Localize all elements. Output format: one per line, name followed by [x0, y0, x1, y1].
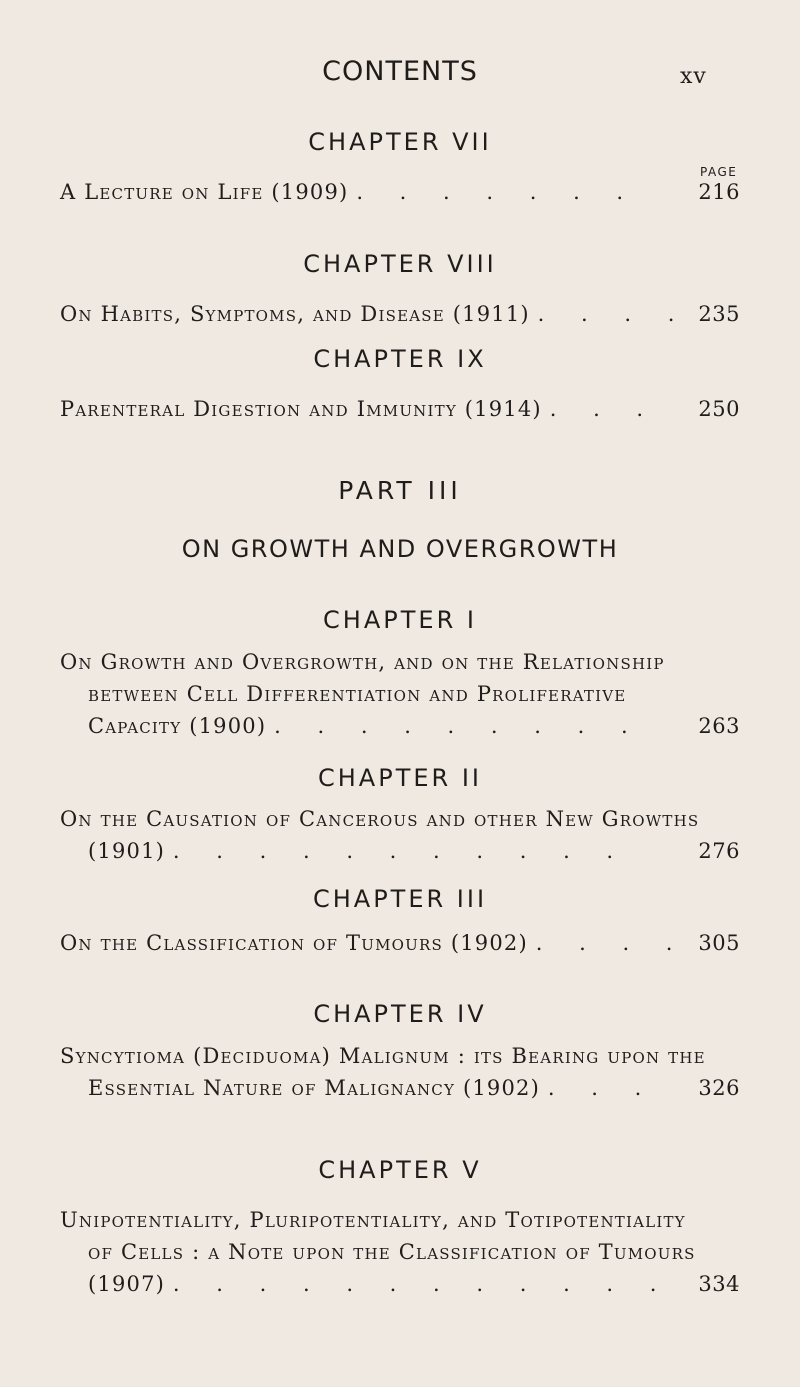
chapter-heading-v: CHAPTER V	[318, 1156, 482, 1184]
part-subtitle: ON GROWTH AND OVERGROWTH	[181, 535, 619, 563]
toc-entry-chapter-iii[interactable]	[60, 927, 740, 959]
entry-line: On the Causation of Cancerous and other New Growths	[60, 807, 700, 831]
toc-entry-chapter-iv[interactable]	[60, 1040, 740, 1104]
leader-dots: . . .	[547, 1076, 657, 1100]
toc-entry-chapter-i[interactable]	[60, 646, 740, 742]
entry-line: (1907)	[88, 1272, 166, 1296]
entry-line: between Cell Differentiation and Proliferative	[88, 682, 627, 706]
entry-line: Essential Nature of Malignancy (1902)	[88, 1076, 540, 1100]
entry-line: On Growth and Overgrowth, and on the Relationship	[60, 650, 665, 674]
toc-entry-chapter-viii[interactable]	[60, 298, 740, 330]
page-number: 276	[698, 839, 740, 863]
leader-dots: . . . .	[537, 302, 690, 326]
page-number: 216	[698, 180, 740, 204]
running-head-title: CONTENTS	[322, 56, 478, 87]
chapter-heading-ix: CHAPTER IX	[313, 345, 487, 373]
entry-line: of Cells : a Note upon the Classification of Tumours	[88, 1240, 696, 1264]
toc-entry-chapter-v[interactable]	[60, 1204, 740, 1300]
page-number: 263	[698, 714, 740, 738]
chapter-heading-ii: CHAPTER II	[318, 764, 482, 792]
toc-entry-chapter-ii[interactable]	[60, 803, 740, 867]
leader-dots: . . . . . . . . . . .	[172, 839, 629, 863]
page-number: 235	[698, 302, 740, 326]
leader-dots: . . . .	[535, 931, 688, 955]
page-number: 334	[698, 1272, 740, 1296]
leader-dots: . . . . . . . . .	[274, 714, 643, 738]
entry-title: On Habits, Symptoms, and Disease (1911)	[60, 302, 530, 326]
entry-title: Parenteral Digestion and Immunity (1914)	[60, 397, 542, 421]
leader-dots: . . .	[549, 397, 659, 421]
page-number: 250	[698, 397, 740, 421]
page-number: 305	[698, 931, 740, 955]
entry-line: Capacity (1900)	[88, 714, 267, 738]
entry-line: Syncytioma (Deciduoma) Malignum : its Bearing upon the	[60, 1044, 706, 1068]
entry-title: A Lecture on Life (1909)	[60, 180, 349, 204]
entry-line: Unipotentiality, Pluripotentiality, and Totipotentiality	[60, 1208, 686, 1232]
leader-dots: . . . . . . . . . . . .	[172, 1272, 672, 1296]
running-head	[0, 56, 800, 96]
chapter-heading-vii: CHAPTER VII	[308, 128, 492, 156]
page-folio: xv	[680, 64, 707, 89]
part-heading: PART III	[338, 476, 462, 505]
toc-entry-chapter-ix[interactable]	[60, 393, 740, 425]
chapter-heading-iv: CHAPTER IV	[313, 1000, 487, 1028]
toc-entry-chapter-vii[interactable]	[60, 176, 740, 208]
leader-dots: . . . . . . .	[356, 180, 639, 204]
chapter-heading-iii: CHAPTER III	[312, 885, 488, 913]
entry-title: On the Classification of Tumours (1902)	[60, 931, 528, 955]
chapter-heading-viii: CHAPTER VIII	[303, 250, 497, 278]
chapter-heading-i: CHAPTER I	[323, 606, 477, 634]
entry-line: (1901)	[88, 839, 166, 863]
page-column-label: PAGE	[700, 165, 738, 179]
page-number: 326	[698, 1076, 740, 1100]
